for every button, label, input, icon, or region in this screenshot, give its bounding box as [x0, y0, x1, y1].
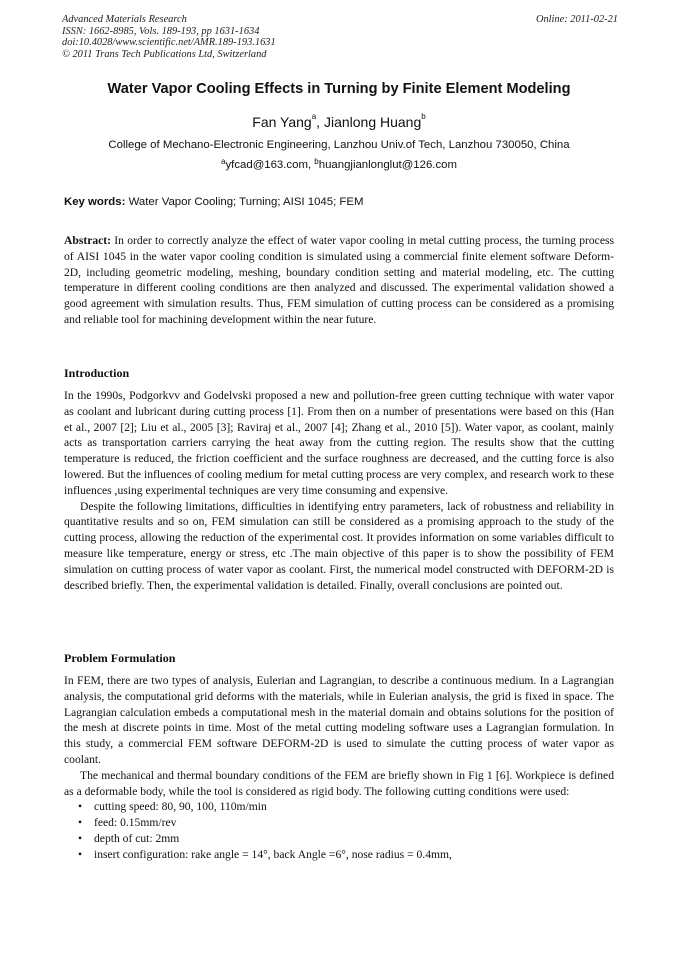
- list-item: • cutting speed: 80, 90, 100, 110m/min: [78, 799, 614, 815]
- issn-line: ISSN: 1662-8985, Vols. 189-193, pp 1631-1634: [62, 25, 260, 37]
- email-address: yfcad@163.com,: [225, 159, 315, 171]
- copyright-line: © 2011 Trans Tech Publications Ltd, Switzerland: [62, 48, 267, 60]
- problem-formulation-body: [64, 673, 614, 863]
- author-name: Jianlong Huang: [323, 114, 422, 130]
- section-heading-problem-formulation: Problem Formulation: [64, 651, 176, 665]
- doi-line: doi:10.4028/www.scientific.net/AMR.189-193.1631: [62, 37, 276, 49]
- keywords-label: Key words:: [64, 196, 126, 208]
- abstract-label: Abstract:: [64, 234, 112, 247]
- list-item: • feed: 0.15mm/rev: [78, 815, 614, 831]
- email-superscript: a: [221, 157, 226, 166]
- section-heading-introduction: Introduction: [64, 366, 130, 380]
- abstract: [64, 233, 614, 328]
- introduction-body: [64, 388, 614, 593]
- journal-name: Advanced Materials Research: [62, 14, 187, 25]
- author-separator: ,: [316, 114, 324, 130]
- list-item: • insert configuration: rake angle = 14°, back Angle =6°, nose radius = 0.4mm,: [78, 847, 614, 863]
- journal-header: [62, 14, 618, 60]
- abstract-text: In order to correctly analyze the effect of water vapor cooling in metal cutting process, the turning process of AISI 1045 in the water vapor cooling condition is simulated using a commercial finite element software Deform-2D, including geometric modeling, meshing, boundary condition setting and material modeling, etc. The cutting temperature in different cooling conditions are then analyzed and discussed. The experimental validation showed a good agreement with simulation results. Thus, FEM simulation of cutting process can be considered as a promising and reliable tool for machining development within the near future.: [64, 234, 614, 326]
- keywords: [64, 196, 363, 208]
- email-line: [0, 159, 678, 171]
- cutting-conditions-list: [64, 799, 614, 862]
- paper-title: Water Vapor Cooling Effects in Turning by Finite Element Modeling: [107, 81, 571, 97]
- author-superscript: a: [311, 112, 317, 121]
- list-item: • depth of cut: 2mm: [78, 831, 614, 847]
- paragraph: Despite the following limitations, difficulties in identifying entry parameters, lack of robustness and reliability in quantitative results and so on, FEM simulation can still be considered as a promising approach to the study of the cutting process, allowing the reduction of the experimental cost. It provides information on some variables difficult to measure like temperature, energy or stress, etc .The main objective of this paper is to show the possibility of FEM simulation on cutting process of water vapor as coolant. First, the numerical model constructed with DEFORM-2D is described briefly. Then, the experimental validation is detailed. Finally, overall conclusions are pointed out.: [64, 499, 614, 592]
- author-superscript: b: [421, 112, 426, 121]
- author-name: Fan Yang: [252, 114, 312, 130]
- email-address: huangjianlonglut@126.com: [318, 159, 457, 171]
- author-line: [0, 114, 678, 130]
- email-superscript: b: [314, 157, 319, 166]
- online-date: Online: 2011-02-21: [535, 14, 618, 25]
- affiliation: College of Mechano-Electronic Engineering, Lanzhou Univ.of Tech, Lanzhou 730050, China: [108, 139, 570, 151]
- paragraph: The mechanical and thermal boundary conditions of the FEM are briefly shown in Fig 1 [6]. Workpiece is defined as a deformable body, while the tool is considered as rigid body. The following cutting conditions were used:: [64, 768, 614, 798]
- paragraph: In the 1990s, Podgorkvv and Godelvski proposed a new and pollution-free green cutting technique with water vapor as coolant and lubricant during cutting process [1]. From then on a number of presentations were based on this (Han et al., 2007 [2]; Liu et al., 2005 [3]; Raviraj et al., 2007 [4]; Zhang et al., 2010 [5]). Water vapor, as coolant, mainly acts as transportation carriers carrying the heat away from the cutting region. The results show that the cutting temperature is reduced, the friction coefficient and the surface roughness are decreased, and the cutting force is also lowered. But the influences of cooling medium for metal cutting process are very complex, and research work to these influences ,using experimental techniques are very time consuming and expensive.: [64, 389, 614, 497]
- keywords-text: Water Vapor Cooling; Turning; AISI 1045; FEM: [125, 196, 364, 208]
- paragraph: In FEM, there are two types of analysis, Eulerian and Lagrangian, to describe a continuous medium. In a Lagrangian analysis, the computational grid deforms with the materials, while in Eulerian analysis, the grid is fixed in space. The Lagrangian calculation embeds a computational mesh in the material domain and obtains solutions for the position of the mesh at discrete points in time. Most of the metal cutting modeling software uses a Lagrangian formulation. In this study, a commercial FEM software DEFORM-2D is used to simulate the cutting process of water vapor as coolant.: [64, 674, 614, 766]
